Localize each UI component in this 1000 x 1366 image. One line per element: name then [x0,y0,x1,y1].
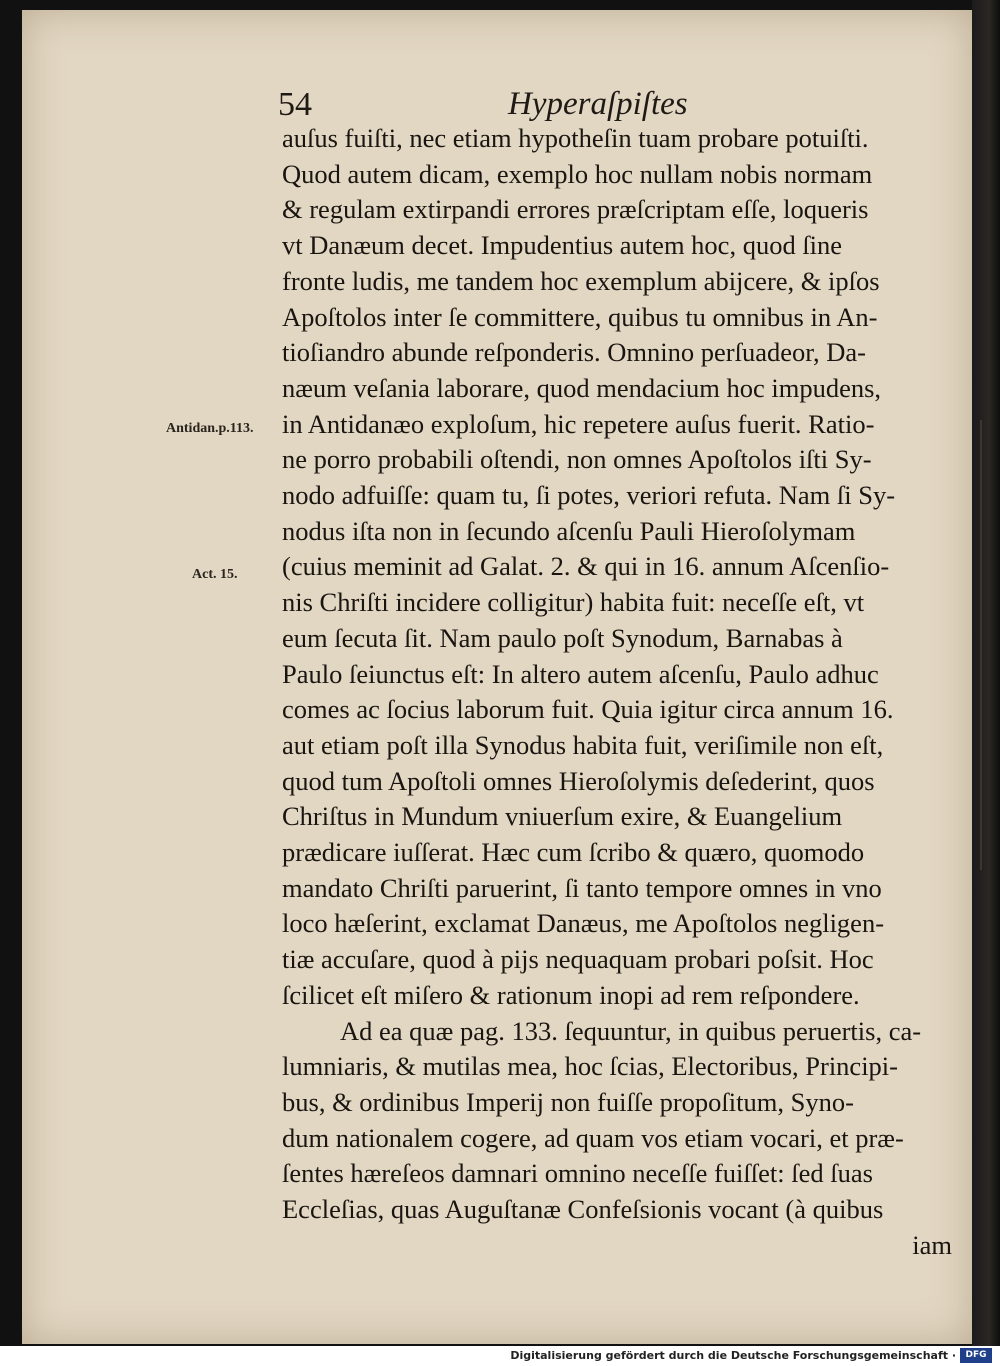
digitization-credit: Digitalisierung gefördert durch die Deutsche Forschungsgemeinschaft · [510,1349,956,1362]
text-line: nis Chriſti incidere colligitur) habita fuit: neceſſe eſt, vt [282,587,865,618]
page-header [22,86,972,126]
text-line-paragraph-start: Ad ea quæ pag. 133. ſequuntur, in quibus peruertis, ca- [340,1015,922,1046]
text-line: Paulo ſeiunctus eſt: In altero autem aſcenſu, Paulo adhuc [282,658,879,689]
text-line: nodo adfuiſſe: quam tu, ſi potes, veriori refuta. Nam ſi Sy- [282,480,896,511]
text-line: aut etiam poſt illa Synodus habita fuit, veriſimile non eſt, [282,729,884,760]
dfg-logo-icon: DFG [960,1348,992,1363]
text-line: loco hæſerint, exclamat Danæus, me Apoſtolos negligen- [282,908,885,939]
text-line: ſentes hæreſeos damnari omnino neceſſe fuiſſet: ſed ſuas [282,1158,873,1189]
page-number: 54 [278,86,312,123]
book-page [22,10,972,1344]
text-line: eum ſecuta ſit. Nam paulo poſt Synodum, Barnabas à [282,622,843,653]
text-line: lumniaris, & mutilas mea, hoc ſcias, Electoribus, Principi- [282,1051,898,1082]
margin-note-acts: Act. 15. [192,567,238,582]
text-line: auſus fuiſti, nec etiam hypotheſin tuam probare potuiſti. [282,123,869,153]
text-line: Apoſtolos inter ſe committere, quibus tu omnibus in An- [282,301,878,332]
text-line: (cuius meminit ad Galat. 2. & qui in 16. annum Aſcenſio- [282,551,890,582]
text-line: tiæ accuſare, quod à pijs nequaquam probari poſsit. Hoc [282,944,874,975]
margin-note-antidan: Antidan.p.113. [166,421,254,436]
running-title: Hyperaſpiſtes [508,86,688,122]
text-line: quod tum Apoſtoli omnes Hieroſolymis deſederint, quos [282,765,875,796]
text-line: fronte ludis, me tandem hoc exemplum abijcere, & ipſos [282,265,880,296]
text-line: mandato Chriſti paruerint, ſi tanto tempore omnes in vno [282,872,882,903]
text-line: Quod autem dicam, exemplo hoc nullam nobis normam [282,158,873,189]
footer-bar [0,1346,1000,1366]
text-line: næum veſania laborare, quod mendacium hoc impudens, [282,372,882,403]
text-line: vt Danæum decet. Impudentius autem hoc, quod ſine [282,230,843,261]
page-edge-line [980,420,982,870]
text-line: dum nationalem cogere, ad quam vos etiam vocari, et præ- [282,1122,904,1153]
book-spine-edge [972,0,1000,1346]
text-line: tioſiandro abunde reſponderis. Omnino perſuadeor, Da- [282,337,866,368]
catchword: iam [912,1229,952,1260]
text-line: prædicare iuſſerat. Hæc cum ſcribo & quæro, quomodo [282,837,865,868]
text-line: in Antidanæo exploſum, hic repetere auſus fuerit. Ratio- [282,408,875,439]
text-line: comes ac ſocius laborum fuit. Quia igitur circa annum 16. [282,694,894,725]
text-line: ne porro probabili oſtendi, non omnes Apoſtolos iſti Sy- [282,444,872,475]
text-line: & regulam extirpandi errores præſcriptam eſſe, loqueris [282,194,869,225]
text-line: Eccleſias, quas Auguſtanæ Confeſsionis vocant (à quibus [282,1194,884,1225]
body-text [282,121,952,1264]
text-line: bus, & ordinibus Imperij non fuiſſe propoſitum, Syno- [282,1086,854,1117]
text-line: ſcilicet eſt miſero & rationum inopi ad rem reſpondere. [282,979,860,1010]
text-line: nodus iſta non in ſecundo aſcenſu Pauli Hieroſolymam [282,515,856,546]
text-line: Chriſtus in Mundum vniuerſum exire, & Euangelium [282,801,843,832]
